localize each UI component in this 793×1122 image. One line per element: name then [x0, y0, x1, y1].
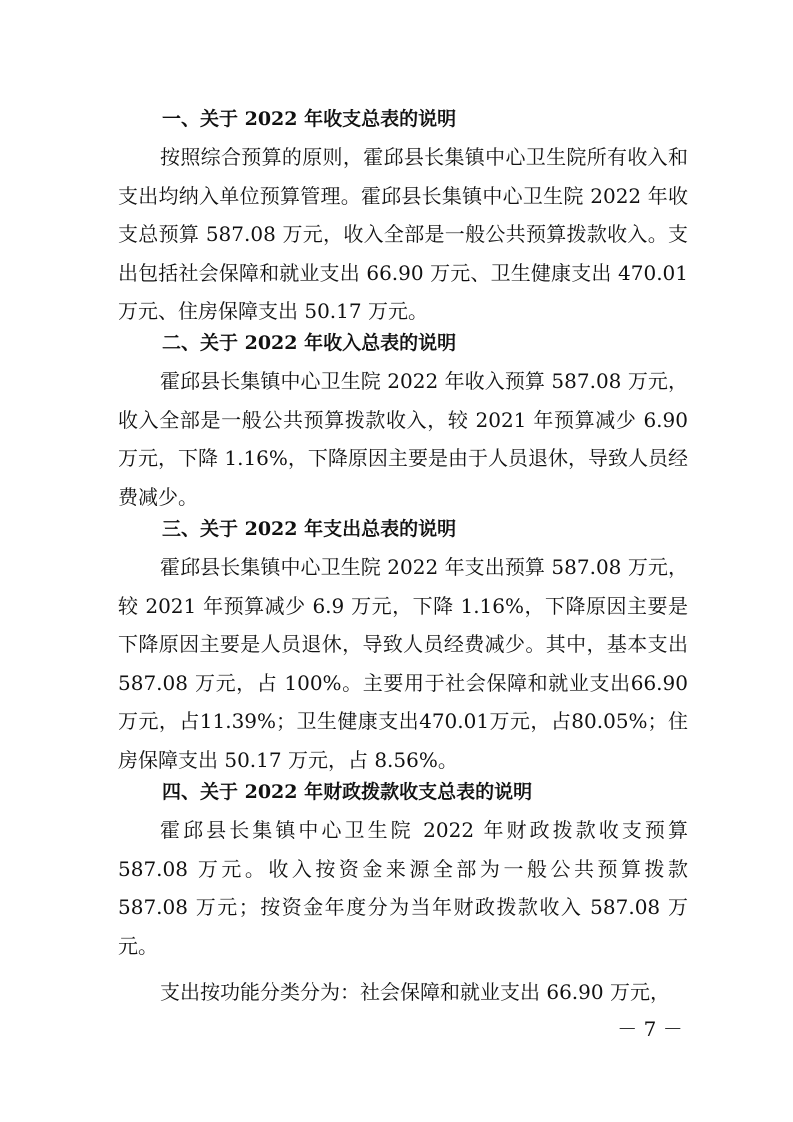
- section-paragraph: 霍邱县长集镇中心卫生院 2022 年收入预算 587.08 万元，收入全部是一般公共预算拨款收入，较 2021 年预算减少 6.90 万元，下降 1.16%，下降原因主要是由于人员退休，导致人员经费减少。: [118, 369, 688, 509]
- section-paragraph-continued: 支出按功能分类分为：社会保障和就业支出 66.90 万元，: [160, 980, 670, 1004]
- page-number: － 7 －: [617, 1017, 683, 1041]
- section-1: [118, 100, 688, 331]
- section-paragraph: 霍邱县长集镇中心卫生院 2022 年财政拨款收支预算 587.08 万元。收入按资金来源全部为一般公共预算拨款 587.08 万元；按资金年度分为当年财政拨款收入 587.08 万元。: [118, 818, 688, 958]
- section-heading: 一、关于 2022 年收支总表的说明: [162, 108, 457, 130]
- section-4: [118, 773, 688, 1012]
- section-heading: 四、关于 2022 年财政拨款收支总表的说明: [162, 781, 533, 803]
- section-paragraph: 按照综合预算的原则，霍邱县长集镇中心卫生院所有收入和支出均纳入单位预算管理。霍邱县长集镇中心卫生院 2022 年收支总预算 587.08 万元，收入全部是一般公共预算拨款收入。支出包括社会保障和就业支出 66.90 万元、卫生健康支出 470.01 万元、住房保障支出 50.17 万元。: [118, 145, 688, 323]
- section-paragraph: 霍邱县长集镇中心卫生院 2022 年支出预算 587.08 万元，较 2021 年预算减少 6.9 万元，下降 1.16%，下降原因主要是下降原因主要是人员退休，导致人员经费减少。其中，基本支出 587.08 万元，占 100%。主要用于社会保障和就业支出66.90万元，占11.39%；卫生健康支出470.01万元，占80.05%；住房保障支出 50.17 万元，占 8.56%。: [118, 555, 688, 772]
- section-heading: 三、关于 2022 年支出总表的说明: [162, 518, 457, 540]
- section-2: [118, 324, 688, 516]
- section-3: [118, 510, 688, 779]
- section-heading: 二、关于 2022 年收入总表的说明: [162, 332, 457, 354]
